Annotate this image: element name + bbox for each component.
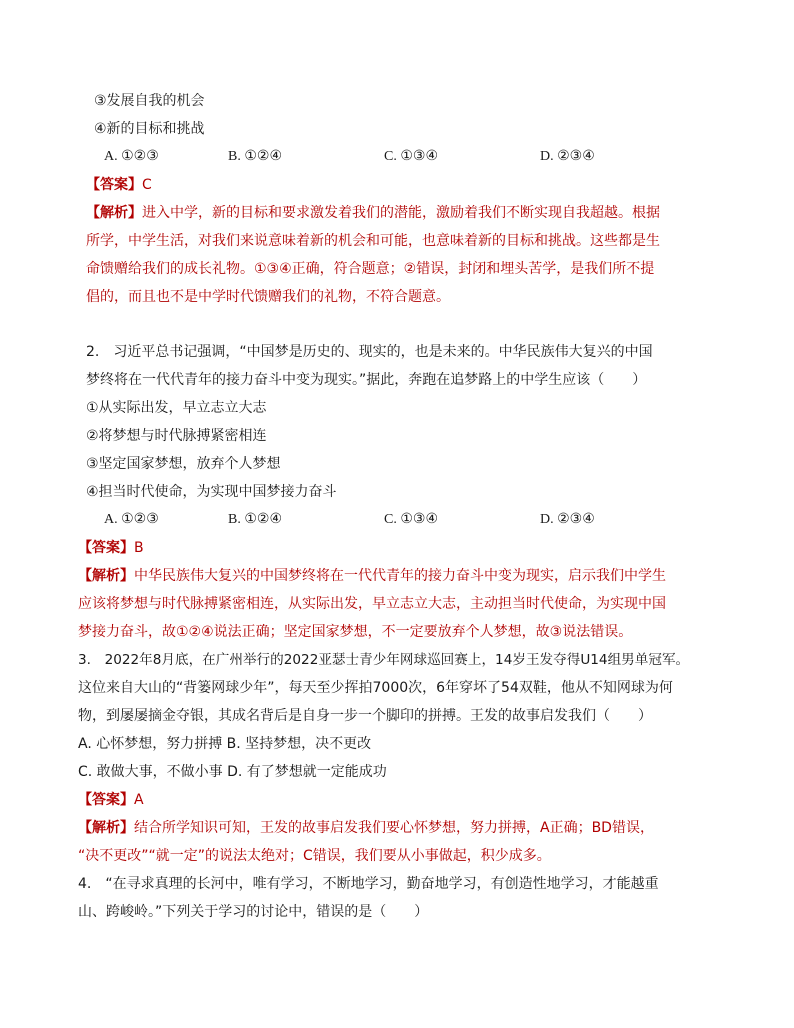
q1-analysis-line-4: 倡的，而且也不是中学时代馈赠我们的礼物，不符合题意。 bbox=[86, 289, 450, 305]
q1-option-c: C. ①③④ bbox=[384, 149, 438, 164]
q3-analysis-line-2: “决不更改”“就一定”的说法太绝对；C错误，我们要从小事做起，积少成多。 bbox=[78, 848, 551, 864]
analysis-label: 【解析】 bbox=[86, 205, 142, 221]
q1-item-4: ④新的目标和挑战 bbox=[94, 121, 205, 137]
answer-value: C bbox=[142, 177, 152, 193]
q1-answer bbox=[86, 175, 152, 195]
q4-stem-line-2: 山、跨峻岭。”下列关于学习的讨论中，错误的是（ ） bbox=[78, 904, 429, 920]
q2-answer bbox=[78, 538, 144, 558]
q2-item-3: ③坚定国家梦想，放弃个人梦想 bbox=[86, 456, 281, 472]
q3-stem-line-1: 3. 2022年8月底，在广州举行的2022亚瑟士青少年网球巡回赛上，14岁王发夺得U14组男单冠军。 bbox=[78, 652, 690, 668]
analysis-label: 【解析】 bbox=[78, 568, 134, 584]
analysis-label: 【解析】 bbox=[78, 820, 134, 836]
q2-option-a: A. ①②③ bbox=[104, 512, 159, 527]
q3-analysis-line-1: 【解析】结合所学知识可知，王发的故事启发我们要心怀梦想，努力拼搏，A正确；BD错误， bbox=[78, 820, 654, 836]
q2-stem-line-1: 2. 习近平总书记强调，“中国梦是历史的、现实的，也是未来的。中华民族伟大复兴的中国 bbox=[86, 344, 653, 360]
q2-item-1: ①从实际出发，早立志立大志 bbox=[86, 400, 267, 416]
q2-analysis-line-1: 【解析】中华民族伟大复兴的中国梦终将在一代代青年的接力奋斗中变为现实，启示我们中学生 bbox=[78, 568, 666, 584]
q3-options-line-2: C. 敢做大事，不做小事 D. 有了梦想就一定能成功 bbox=[78, 764, 387, 780]
q1-option-a: A. ①②③ bbox=[104, 149, 159, 164]
q3-stem-line-2: 这位来自大山的“背篓网球少年”，每天至少挥拍7000次，6年穿坏了54双鞋，他从不知网球为何 bbox=[78, 680, 673, 696]
answer-label: 【答案】 bbox=[78, 540, 134, 556]
answer-value: B bbox=[134, 540, 144, 556]
q1-analysis-line-3: 命馈赠给我们的成长礼物。①③④正确，符合题意；②错误，封闭和埋头苦学，是我们所不提 bbox=[86, 261, 655, 277]
q2-option-c: C. ①③④ bbox=[384, 512, 438, 527]
q2-analysis-line-2: 应该将梦想与时代脉搏紧密相连，从实际出发，早立志立大志，主动担当时代使命，为实现中国 bbox=[78, 596, 666, 612]
q4-stem-line-1: 4. “在寻求真理的长河中，唯有学习，不断地学习，勤奋地学习，有创造性地学习，才能越重 bbox=[78, 876, 659, 892]
q2-option-d: D. ②③④ bbox=[540, 512, 595, 527]
q2-option-b: B. ①②④ bbox=[228, 512, 282, 527]
answer-label: 【答案】 bbox=[86, 177, 142, 193]
q1-analysis-line-1: 【解析】进入中学，新的目标和要求激发着我们的潜能，激励着我们不断实现自我超越。根据 bbox=[86, 205, 660, 221]
q2-item-2: ②将梦想与时代脉搏紧密相连 bbox=[86, 428, 267, 444]
answer-label: 【答案】 bbox=[78, 792, 134, 808]
q1-analysis-line-2: 所学，中学生活，对我们来说意味着新的机会和可能，也意味着新的目标和挑战。这些都是生 bbox=[86, 233, 660, 249]
q3-stem-line-3: 物，到屡屡摘金夺银，其成名背后是自身一步一个脚印的拼搏。王发的故事启发我们（ ） bbox=[78, 708, 652, 724]
answer-value: A bbox=[134, 792, 144, 808]
q1-option-b: B. ①②④ bbox=[228, 149, 282, 164]
q1-item-3: ③发展自我的机会 bbox=[94, 93, 205, 109]
q1-option-d: D. ②③④ bbox=[540, 149, 595, 164]
q3-answer bbox=[78, 790, 144, 810]
q3-options-line-1: A. 心怀梦想，努力拼搏 B. 坚持梦想，决不更改 bbox=[78, 736, 372, 752]
q2-stem-line-2: 梦终将在一代代青年的接力奋斗中变为现实。”据此，奔跑在追梦路上的中学生应该（ ） bbox=[86, 372, 647, 388]
q2-item-4: ④担当时代使命，为实现中国梦接力奋斗 bbox=[86, 484, 337, 500]
q2-analysis-line-3: 梦接力奋斗，故①②④说法正确；坚定国家梦想，不一定要放弃个人梦想，故③说法错误。 bbox=[78, 624, 633, 640]
